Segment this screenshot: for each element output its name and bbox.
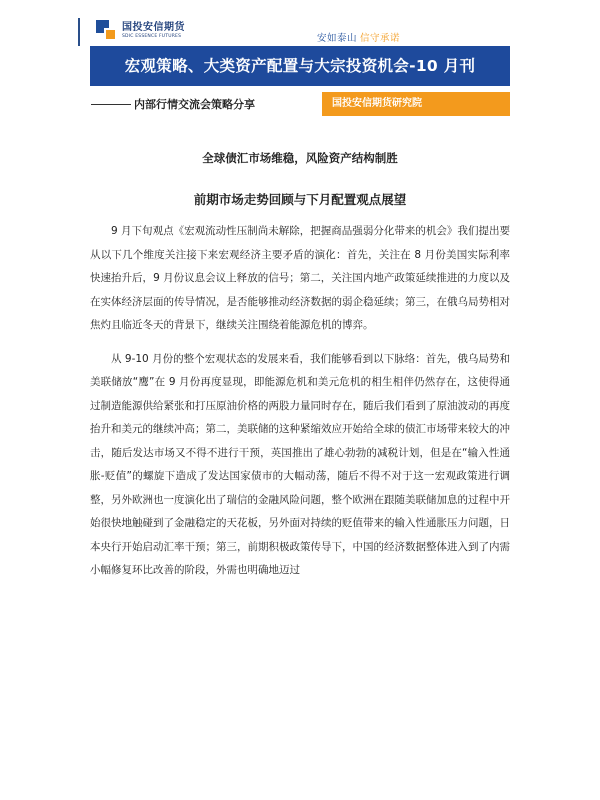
main-heading: 全球债汇市场维稳，风险资产结构制胜 (202, 151, 398, 165)
slogan-part-2: 信守承诺 (360, 33, 401, 44)
subtitle-rule (91, 104, 131, 105)
section-heading: 前期市场走势回顾与下月配置观点展望 (193, 192, 407, 207)
body-text (90, 220, 510, 583)
title-banner (90, 46, 510, 86)
institute-name: 国投安信期货研究院 (332, 98, 422, 109)
logo-english-name: SDIC ESSENCE FUTURES (122, 33, 182, 39)
paragraph-1: 9 月下旬观点《宏观流动性压制尚未解除，把握商品强弱分化带来的机会》我们提出要从以下几个维度关注接下来宏观经济主要矛盾的演化：首先，关注在 8 月份美国实际利率快速抬升后，9 月份议息会议上释放的信号；第二，关注国内地产政策延续推进的力度以及在实体经济层面的传导情况，是否能够推动经济数据的弱企稳延续；第三，在俄乌局势相对焦灼且临近冬天的背景下，继续关注围绕着能源危机的博弈。 (90, 225, 510, 331)
logo-chinese-name: 国投安信期货 (122, 21, 185, 33)
report-subtitle: 内部行情交流会策略分享 (134, 98, 255, 111)
institute-tag (322, 92, 510, 116)
slogan-part-1: 安如泰山 (317, 33, 358, 44)
company-logo (96, 20, 185, 42)
company-slogan (317, 30, 400, 44)
report-title: 宏观策略、大类资产配置与大宗投资机会-10 月刊 (124, 57, 476, 75)
paragraph-2: 从 9-10 月份的整个宏观状态的发展来看，我们能够看到以下脉络：首先，俄乌局势和美联储放“鹰”在 9 月份再度显现，即能源危机和美元危机的相生相伴仍然存在，这使得通过制造能源供给紧张和打压原油价格的两股力量同时存在，随后我们看到了原油波动的再度抬升和美元的继续冲高；第二，美联储的这种紧缩效应开始给全球的债汇市场带来较大的冲击，随后发达市场又不得不进行干预，英国推出了雄心勃勃的减税计划，但是在“输入性通胀-贬值”的螺旋下造成了发达国家债市的大幅动荡，随后不得不对于这一宏观政策进行调整，另外欧洲也一度演化出了瑞信的金融风险问题，整个欧洲在跟随美联储加息的过程中开始很快地触碰到了金融稳定的天花板，另外面对持续的贬值带来的输入性通胀压力问题，日本央行开始启动汇率干预；第三，前期积极政策传导下，中国的经济数据整体进入到了内需小幅修复环比改善的阶段，外需也明确地迈过 (90, 352, 510, 576)
header-divider-line (78, 18, 80, 46)
logo-mark-icon (96, 20, 118, 42)
